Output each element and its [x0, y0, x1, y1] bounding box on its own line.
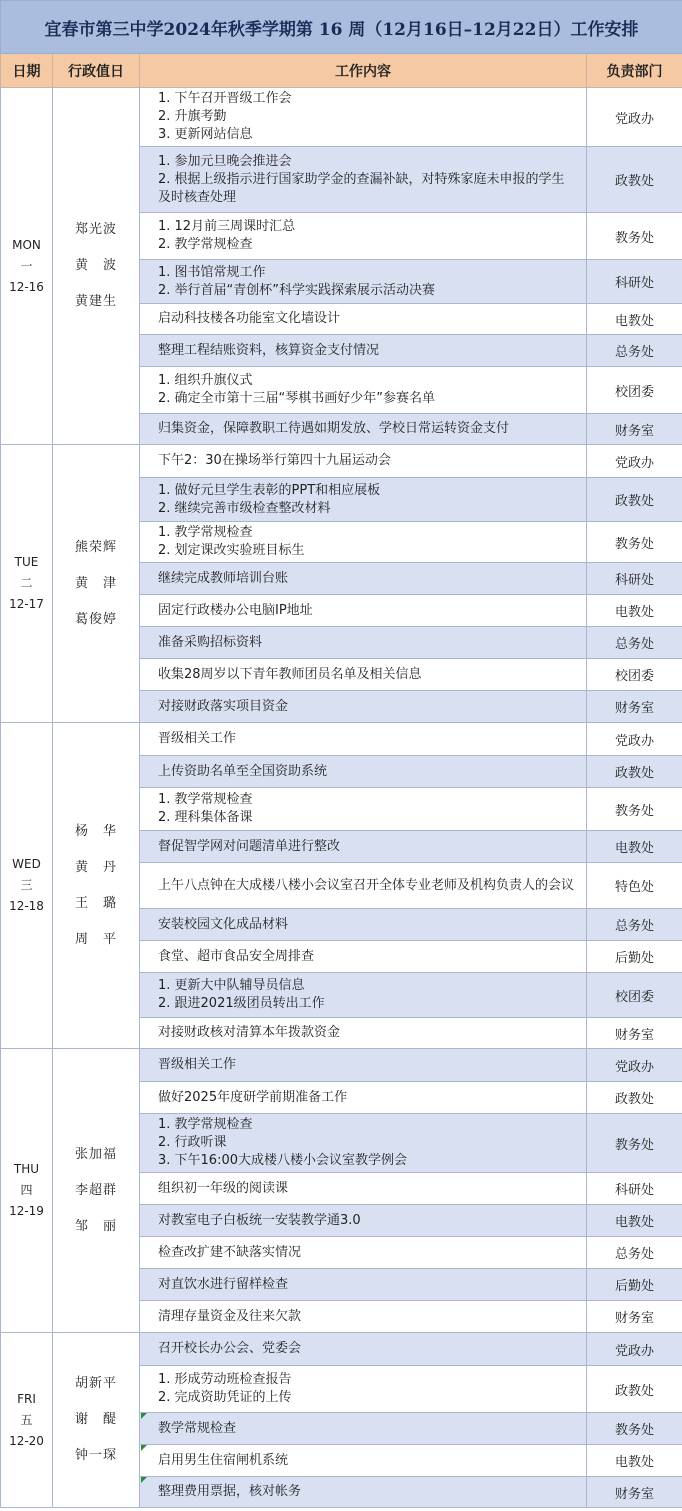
task-cell — [140, 260, 587, 304]
task-line: 整理费用票据，核对帐务 — [158, 1484, 302, 1499]
department-cell: 科研处 — [587, 1173, 682, 1205]
department-cell: 科研处 — [587, 563, 682, 595]
department-cell: 特色处 — [587, 863, 682, 909]
task-cell — [140, 756, 587, 788]
duty-officers-cell — [53, 1333, 140, 1508]
department-cell: 政教处 — [587, 147, 682, 213]
task-cell — [140, 147, 587, 213]
task-line: 督促智学网对问题清单进行整改 — [158, 838, 341, 854]
task-line: 对接财政核对清算本年拨款资金 — [158, 1025, 341, 1040]
task-cell — [140, 414, 587, 445]
task-line: 1. 参加元旦晚会推进会 — [158, 153, 292, 169]
duty-officer-name: 黄 波 — [74, 258, 117, 273]
task-line: 3. 下午16:00大成楼八楼小会议室教学例会 — [158, 1153, 407, 1168]
department-cell: 校团委 — [587, 973, 682, 1018]
department-cell: 教务处 — [587, 788, 682, 831]
task-line: 教学常规检查 — [158, 1420, 237, 1436]
task-line: 启用男生住宿闸机系统 — [158, 1452, 289, 1468]
department-cell: 后勤处 — [587, 1269, 682, 1301]
task-line: 归集资金，保障教职工待遇如期发放、学校日常运转资金支付 — [158, 421, 510, 436]
cell-comment-marker-icon — [141, 1413, 147, 1419]
task-line: 1. 做好元旦学生表彰的PPT和相应展板 — [158, 482, 381, 498]
task-line: 2. 根据上级指示进行国家助学金的查漏补缺，对特殊家庭未申报的学生及时核查处理 — [158, 171, 565, 205]
duty-officer-name: 钟一琛 — [74, 1448, 117, 1463]
task-cell — [140, 335, 587, 367]
department-cell: 总务处 — [587, 909, 682, 941]
task-cell — [140, 659, 587, 691]
duty-officer-name: 周 平 — [74, 931, 117, 947]
duty-officer-name: 黄建生 — [74, 294, 117, 309]
duty-officer-name: 李超群 — [74, 1182, 117, 1198]
date-code: MON — [12, 237, 41, 252]
department-cell: 政教处 — [587, 1366, 682, 1413]
task-line: 2. 教学常规检查 — [158, 237, 253, 252]
department-cell: 财务室 — [587, 414, 682, 445]
department-cell: 科研处 — [587, 260, 682, 304]
task-cell — [140, 1018, 587, 1049]
task-cell — [140, 522, 587, 563]
department-cell: 财务室 — [587, 1301, 682, 1333]
department-cell: 政教处 — [587, 478, 682, 522]
task-cell — [140, 445, 587, 478]
header-content: 工作内容 — [140, 54, 587, 88]
duty-officer-name: 谢 醍 — [74, 1412, 117, 1427]
department-cell: 党政办 — [587, 445, 682, 478]
task-cell — [140, 304, 587, 335]
task-cell — [140, 723, 587, 756]
date-cell — [1, 1049, 53, 1333]
task-cell — [140, 563, 587, 595]
task-cell — [140, 831, 587, 863]
duty-officer-name: 葛俊婷 — [74, 611, 117, 627]
department-cell: 校团委 — [587, 659, 682, 691]
duty-officers-cell — [53, 88, 140, 445]
task-line: 上午八点钟在大成楼八楼小会议室召开全体专业老师及机构负责人的会议 — [158, 877, 575, 893]
department-cell: 教务处 — [587, 213, 682, 260]
department-cell: 教务处 — [587, 522, 682, 563]
department-cell: 党政办 — [587, 1333, 682, 1366]
department-cell: 电教处 — [587, 304, 682, 335]
department-cell: 校团委 — [587, 367, 682, 414]
department-cell: 财务室 — [587, 1477, 682, 1508]
task-line: 检查改扩建不缺落实情况 — [158, 1244, 302, 1260]
department-cell: 财务室 — [587, 1018, 682, 1049]
task-line: 1. 更新大中队辅导员信息 — [158, 978, 305, 993]
task-cell — [140, 478, 587, 522]
task-cell — [140, 1114, 587, 1173]
task-cell — [140, 1049, 587, 1082]
task-line: 1. 下午召开晋级工作会 — [158, 91, 292, 106]
task-line: 晋级相关工作 — [158, 731, 237, 746]
task-line: 2. 确定全市第十三届“琴棋书画好少年”参赛名单 — [158, 391, 436, 406]
department-cell: 财务室 — [587, 691, 682, 723]
date-code: TUE — [14, 555, 39, 569]
task-line: 准备采购招标资料 — [158, 634, 263, 650]
department-cell: 电教处 — [587, 595, 682, 627]
date-cell — [1, 723, 53, 1049]
task-cell — [140, 1366, 587, 1413]
department-cell: 教务处 — [587, 1114, 682, 1173]
task-line: 组织初一年级的阅读课 — [158, 1180, 289, 1196]
department-cell: 总务处 — [587, 627, 682, 659]
duty-officer-name: 郑光波 — [74, 222, 117, 237]
task-cell — [140, 941, 587, 973]
task-line: 1. 形成劳动班检查报告 — [158, 1372, 292, 1387]
table-row — [1, 1333, 682, 1366]
department-cell: 党政办 — [587, 723, 682, 756]
department-cell: 政教处 — [587, 756, 682, 788]
date-code: FRI — [17, 1391, 36, 1406]
duty-officers-cell — [53, 1049, 140, 1333]
duty-officer-name: 张加福 — [74, 1146, 117, 1162]
duty-officer-name: 杨 华 — [74, 823, 117, 839]
task-line: 对教室电子白板统一安装教学通3.0 — [158, 1212, 361, 1228]
task-line: 1. 教学常规检查 — [158, 525, 253, 540]
department-cell: 总务处 — [587, 335, 682, 367]
duty-officer-name: 邹 丽 — [74, 1218, 117, 1234]
task-line: 2. 理科集体备课 — [158, 810, 253, 825]
date-date: 12-16 — [9, 279, 44, 294]
date-cell — [1, 88, 53, 445]
task-line: 1. 教学常规检查 — [158, 1117, 253, 1132]
task-line: 对接财政落实项目资金 — [158, 698, 289, 714]
task-cell — [140, 595, 587, 627]
date-date: 12-18 — [9, 899, 44, 913]
cell-comment-marker-icon — [141, 1477, 147, 1483]
task-line: 晋级相关工作 — [158, 1057, 237, 1072]
task-cell — [140, 1205, 587, 1237]
task-cell — [140, 1269, 587, 1301]
table-row — [1, 1049, 682, 1082]
task-line: 固定行政楼办公电脑IP地址 — [158, 602, 313, 618]
task-cell — [140, 1173, 587, 1205]
date-code: WED — [12, 857, 41, 871]
department-cell: 党政办 — [587, 1049, 682, 1082]
task-cell — [140, 1445, 587, 1477]
task-cell — [140, 691, 587, 723]
date-code: THU — [13, 1162, 40, 1176]
task-line: 1. 12月前三周课时汇总 — [158, 219, 296, 234]
task-line: 清理存量资金及往来欠款 — [158, 1308, 302, 1324]
date-weekday: 五 — [20, 1412, 33, 1427]
department-cell: 电教处 — [587, 831, 682, 863]
task-line: 做好2025年度研学前期准备工作 — [158, 1089, 348, 1105]
task-cell — [140, 1237, 587, 1269]
task-line: 2. 行政听课 — [158, 1135, 227, 1150]
table-row — [1, 723, 682, 756]
task-line: 2. 完成资助凭证的上传 — [158, 1390, 292, 1405]
duty-officer-name: 胡新平 — [74, 1376, 117, 1391]
header-duty: 行政值日 — [53, 54, 140, 88]
task-cell — [140, 863, 587, 909]
task-line: 1. 图书馆常规工作 — [158, 264, 266, 280]
task-line: 收集28周岁以下青年教师团员名单及相关信息 — [158, 666, 422, 682]
task-cell — [140, 88, 587, 147]
duty-officer-name: 黄 津 — [74, 575, 117, 591]
table-row — [1, 88, 682, 147]
task-cell — [140, 1082, 587, 1114]
duty-officer-name: 熊荣辉 — [74, 539, 117, 555]
task-line: 继续完成教师培训台账 — [158, 570, 289, 586]
task-cell — [140, 788, 587, 831]
date-cell — [1, 445, 53, 723]
task-line: 1. 教学常规检查 — [158, 792, 253, 807]
duty-officer-name: 黄 丹 — [74, 859, 117, 875]
date-weekday: 四 — [20, 1183, 33, 1197]
date-date: 12-20 — [9, 1433, 44, 1448]
task-line: 食堂、超市食品安全周排查 — [158, 948, 315, 964]
duty-officer-name: 王 璐 — [74, 895, 117, 911]
task-cell — [140, 1477, 587, 1508]
department-cell: 总务处 — [587, 1237, 682, 1269]
duty-officers-cell — [53, 723, 140, 1049]
task-line: 安装校园文化成品材料 — [158, 916, 289, 932]
header-date: 日期 — [1, 54, 53, 88]
department-cell: 后勤处 — [587, 941, 682, 973]
task-line: 2. 升旗考勤 — [158, 109, 227, 124]
task-line: 2. 跟进2021级团员转出工作 — [158, 996, 325, 1011]
task-line: 启动科技楼各功能室文化墙设计 — [158, 311, 341, 326]
task-line: 下午2：30在操场举行第四十九届运动会 — [158, 453, 391, 468]
date-date: 12-17 — [9, 597, 44, 611]
header-department: 负责部门 — [587, 54, 682, 88]
task-line: 整理工程结账资料，核算资金支付情况 — [158, 342, 380, 358]
schedule-body — [1, 88, 682, 1508]
task-cell — [140, 367, 587, 414]
department-cell: 电教处 — [587, 1445, 682, 1477]
department-cell: 教务处 — [587, 1413, 682, 1445]
table-row — [1, 445, 682, 478]
cell-comment-marker-icon — [141, 1445, 147, 1451]
task-line: 2. 举行首届“青创杯”科学实践探索展示活动决赛 — [158, 282, 436, 298]
task-cell — [140, 213, 587, 260]
date-weekday: 一 — [20, 258, 33, 273]
task-line: 召开校长办公会、党委会 — [158, 1341, 302, 1356]
task-line: 2. 继续完善市级检查整改材料 — [158, 500, 331, 516]
task-line: 上传资助名单至全国资助系统 — [158, 763, 328, 779]
task-line: 3. 更新网站信息 — [158, 127, 253, 142]
date-date: 12-19 — [9, 1204, 44, 1218]
duty-officers-cell — [53, 445, 140, 723]
page-title: 宜春市第三中学2024年秋季学期第 16 周（12月16日–12月22日）工作安排 — [1, 1, 682, 54]
date-cell — [1, 1333, 53, 1508]
department-cell: 政教处 — [587, 1082, 682, 1114]
department-cell: 党政办 — [587, 88, 682, 147]
date-weekday: 二 — [20, 576, 33, 590]
task-line: 2. 划定课改实验班目标生 — [158, 543, 305, 558]
task-cell — [140, 1333, 587, 1366]
task-cell — [140, 973, 587, 1018]
task-cell — [140, 1301, 587, 1333]
task-cell — [140, 1413, 587, 1445]
task-line: 1. 组织升旗仪式 — [158, 373, 253, 388]
date-weekday: 三 — [20, 878, 33, 892]
task-line: 对直饮水进行留样检查 — [158, 1276, 289, 1292]
department-cell: 电教处 — [587, 1205, 682, 1237]
task-cell — [140, 627, 587, 659]
task-cell — [140, 909, 587, 941]
